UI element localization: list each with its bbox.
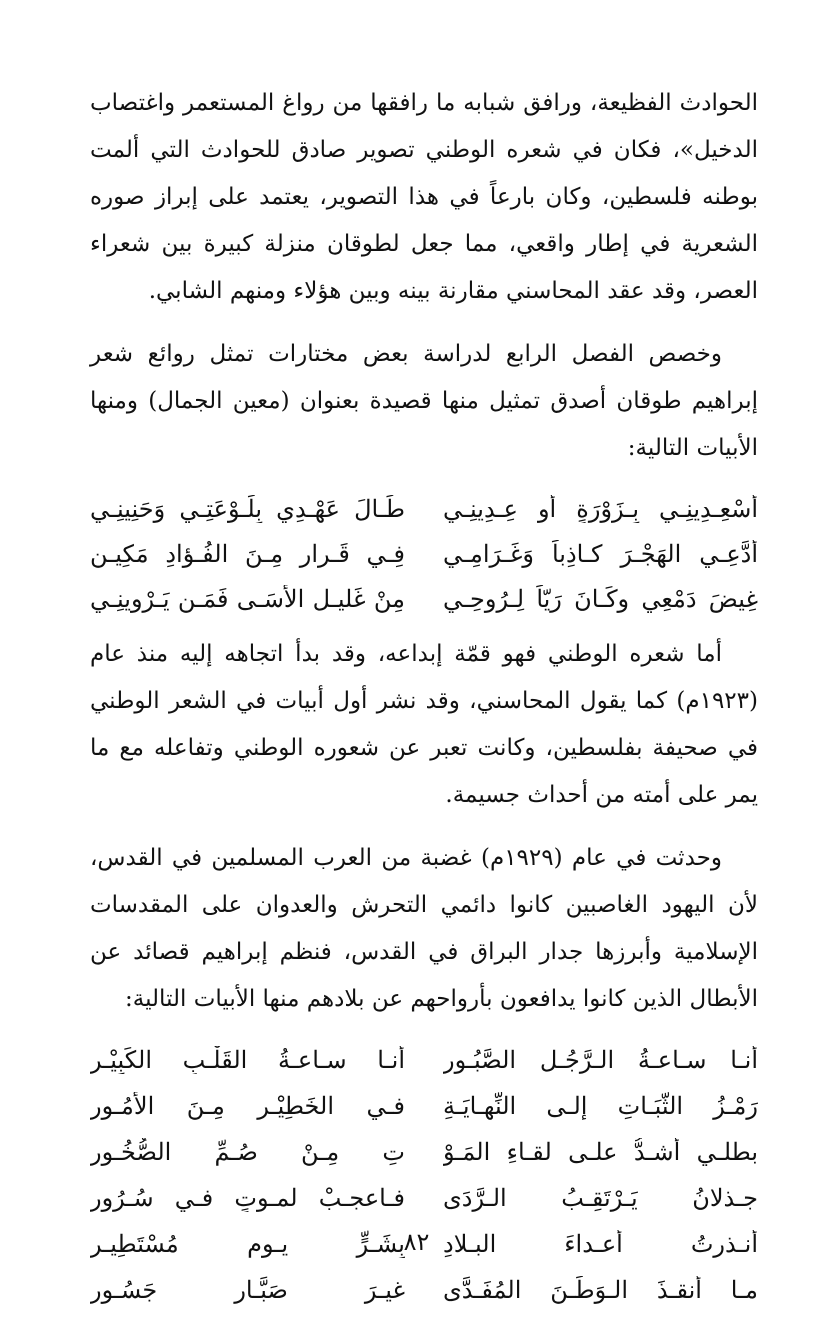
poem-clock-of-patience (90, 1037, 758, 1313)
verse-second-hemistich: فِـي قَـرارٍ مِـنَ الفُـؤادِ مَكِيـنِ (90, 539, 405, 568)
poem-verse (90, 576, 758, 621)
verse-second-hemistich: فـي الخَطِيْـرِ مِـنَ الأمُـورِ (90, 1092, 405, 1120)
verse-first-hemistich: أنـا سـاعـةُ الـرَّجُـلِ الصَّبُـورِ (443, 1046, 758, 1074)
verse-first-hemistich: مـا أنقـذَ الـوَطَـنَ المُفَـدَّى (443, 1276, 758, 1304)
paragraph-4: وحدثت في عام (١٩٢٩م) غضبة من العرب المسلمين في القدس، لأن اليهود الغاصبين كانوا دائمي التحرش والعدوان على المقدسات الإسلامية وأبرزها جدار البراق في القدس، فنظم إبراهيم قصائد عن الأبطال الذين كانوا يدافعون بأرواحهم عن بلادهم منها الأبيات التالية: (90, 845, 758, 1012)
poem-verse (90, 486, 758, 531)
poem-mueen-al-jamal (90, 486, 758, 621)
verse-second-hemistich: بِشَـرٍّ يـوم مُسْتَطِيـرِ (90, 1230, 405, 1258)
verse-second-hemistich: فـاعجـبْ لمـوتٍ فـي سُـرُورِ (90, 1184, 405, 1212)
verse-first-hemistich: رَمْـزُ الثَّبَـاتِ إلـى النِّهـايَـةِ (443, 1092, 758, 1120)
poem-verse (90, 531, 758, 576)
paragraph-2: وخصص الفصل الرابع لدراسة بعض مختارات تمثل روائع شعر إبراهيم طوقان أصدق تمثيل منها قصيدة بعنوان (معين الجمال) ومنها الأبيات التالية: (90, 341, 758, 461)
verse-first-hemistich: أَسْعِـدِينِـي بِـزَوْرَةٍ أو عِـدِينِـي (443, 494, 758, 523)
poem-verse (90, 1083, 758, 1129)
verse-first-hemistich: بطلـي أشـدُّ علـى لقـاءِ المَـوْ (443, 1138, 758, 1166)
poem-verse (90, 1129, 758, 1175)
paragraph-1: الحوادث الفظيعة، ورافق شبابه ما رافقها من رواغ المستعمر واغتصاب الدخيل»، فكان في شعره الوطني تصوير صادق للحوادث التي ألمت بوطنه فلسطين، وكان بارعاً في هذا التصوير، يعتمد على إبراز صوره الشعرية في إطار واقعي، مما جعل لطوقان منزلة كبيرة بين شعراء العصر، وقد عقد المحاسني مقارنة بينه وبين هؤلاء ومنهم الشابي. (90, 90, 758, 304)
poem-verse (90, 1267, 758, 1313)
book-page (90, 80, 758, 1323)
poem-verse (90, 1037, 758, 1083)
verse-first-hemistich: أَدَّعِـي الهَجْـرَ كـاذِباً وَغَـرَامِـي (443, 539, 758, 568)
verse-second-hemistich: طَـالَ عَهْـدِي بِلَـوْعَتِـي وَحَنِينِـي (90, 494, 405, 523)
verse-first-hemistich: غِيضَ دَمْعِي وكَـانَ رَيّاً لِـرُوحِـي (443, 584, 758, 613)
poem-verse (90, 1175, 758, 1221)
verse-second-hemistich: تِ مِـنْ صُـمِّ الصُّخُـورِ (90, 1138, 405, 1166)
page-number: ٨٢ (403, 1228, 430, 1256)
verse-first-hemistich: أنـذرتُ أعـداءَ البـلادِ (443, 1230, 758, 1258)
verse-first-hemistich: جـذلانُ يَـرْتَقِـبُ الـرَّدَى (443, 1184, 758, 1212)
verse-second-hemistich: أنـا سـاعـةُ القَلْـبِ الكَبِيْـرِ (90, 1046, 405, 1074)
paragraph-3: أما شعره الوطني فهو قمّة إبداعه، وقد بدأ اتجاهه إليه منذ عام (١٩٢٣م) كما يقول المحاسني، وقد نشر أول أبيات في الشعر الوطني في صحيفة بفلسطين، وكانت تعبر عن شعوره الوطني وتفاعله مع ما يمر على أمته من أحداث جسيمة. (90, 641, 758, 808)
verse-second-hemistich: مِنْ غَليـلِ الأَسَـى فَمَـن يَـرْوِينِـي (90, 584, 405, 613)
verse-second-hemistich: غيـرَ صَبَّـارٍ جَسُـورِ (90, 1276, 405, 1304)
